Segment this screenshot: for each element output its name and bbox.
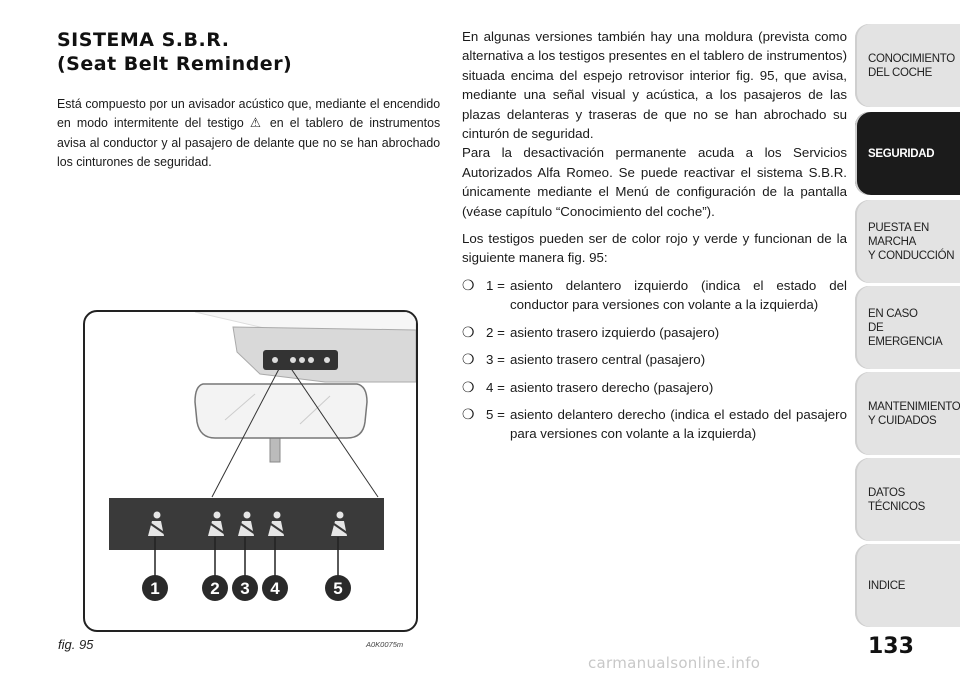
callout-label: 1 <box>150 579 160 598</box>
tab-seguridad[interactable] <box>855 112 960 195</box>
bullet-icon: ❍ <box>462 405 475 422</box>
list-item <box>462 378 847 397</box>
page-number: 133 <box>868 634 914 659</box>
paragraph-moldura: En algunas versiones también hay una moldura (prevista como alternativa a los testigos presentes en el tablero de instrumentos) situada encima del espejo retrovisor interior fig. 95, que avisa, mediante una señal visual y acústica, a los pasajeros de las plazas delanteras y traseras de que no se han abrochado su cinturón de seguridad. <box>462 29 847 142</box>
tab-label: SEGURIDAD <box>868 147 935 160</box>
item-text: asiento trasero derecho (pasajero) <box>510 379 714 395</box>
item-number: 3 = <box>486 352 505 368</box>
tab-puesta-en-marcha[interactable] <box>855 200 960 283</box>
figure-caption: fig. 95 <box>58 637 94 652</box>
tab-label: PUESTA EN MARCHA Y CONDUCCIÓN <box>868 221 955 262</box>
rear-view-mirror <box>195 384 367 438</box>
watermark: carmanualsonline.info <box>588 654 761 672</box>
paragraph-desactivacion: Para la desactivación permanente acuda a los Servicios Autorizados Alfa Romeo. Se puede reactivar el sistema S.B.R. únicamente mediante el Menú de configuración de la pantalla (véase capítulo “Conocimiento del coche”). <box>462 145 847 219</box>
bullet-icon: ❍ <box>462 323 475 340</box>
tab-label: DATOS TÉCNICOS <box>868 486 926 513</box>
figure-illustration <box>85 312 416 630</box>
tab-mantenimiento[interactable] <box>855 372 960 455</box>
list-item <box>462 350 847 369</box>
callout-label: 4 <box>270 579 280 598</box>
tab-label: CONOCIMIENTO DEL COCHE <box>868 52 955 79</box>
item-text: asiento delantero derecho (indica el estado del pasajero para versiones con volante a la izquierda) <box>510 406 847 442</box>
callout-label: 3 <box>240 579 250 598</box>
list-item <box>462 323 847 342</box>
tab-emergencia[interactable] <box>855 286 960 369</box>
figure-code: A0K0075m <box>366 640 404 649</box>
item-number: 2 = <box>486 324 505 340</box>
item-text: asiento delantero izquierdo (indica el estado del conductor para versiones con volante a la izquierda) <box>510 277 847 313</box>
tab-conocimiento[interactable] <box>855 24 960 107</box>
title-line-2: (Seat Belt Reminder) <box>57 53 293 75</box>
item-text: asiento trasero izquierdo (pasajero) <box>510 324 720 340</box>
figure-95 <box>83 310 418 632</box>
chapter-tabs <box>855 24 960 629</box>
number-callouts <box>142 575 351 601</box>
item-text: asiento trasero central (pasajero) <box>510 352 706 368</box>
tab-datos-tecnicos[interactable] <box>855 458 960 541</box>
intro-paragraph: Está compuesto por un avisador acústico que, mediante el encendido en modo intermitente del testigo ⚠ en el tablero de instrumentos avisa al conductor y al pasajero de delante que no se han abrochado los cinturones de seguridad. <box>57 96 441 170</box>
tab-indice[interactable] <box>855 544 960 627</box>
bullet-icon: ❍ <box>462 351 475 368</box>
list-item <box>462 276 847 315</box>
callout-label: 5 <box>333 579 343 598</box>
tab-label: MANTENIMIENTO Y CUIDADOS <box>868 400 960 427</box>
right-column <box>462 27 847 452</box>
list-item <box>462 405 847 444</box>
seat-belt-icon <box>272 357 278 363</box>
seat-belt-icon <box>299 357 305 363</box>
callout-label: 2 <box>210 579 220 598</box>
title-line-1: SISTEMA S.B.R. <box>57 29 230 51</box>
item-number: 4 = <box>486 379 505 395</box>
indicator-list <box>462 276 847 444</box>
tab-label: EN CASO DE EMERGENCIA <box>868 307 943 348</box>
seat-belt-icon <box>290 357 296 363</box>
item-number: 5 = <box>486 406 505 422</box>
tab-label: INDICE <box>868 579 906 592</box>
section-title <box>57 28 437 76</box>
seat-belt-icon <box>324 357 330 363</box>
bullet-icon: ❍ <box>462 276 475 293</box>
bullet-icon: ❍ <box>462 378 475 395</box>
item-number: 1 = <box>486 277 505 293</box>
seat-belt-icon <box>308 357 314 363</box>
paragraph-testigos: Los testigos pueden ser de color rojo y verde y funcionan de la siguiente manera fig. 95: <box>462 231 847 266</box>
